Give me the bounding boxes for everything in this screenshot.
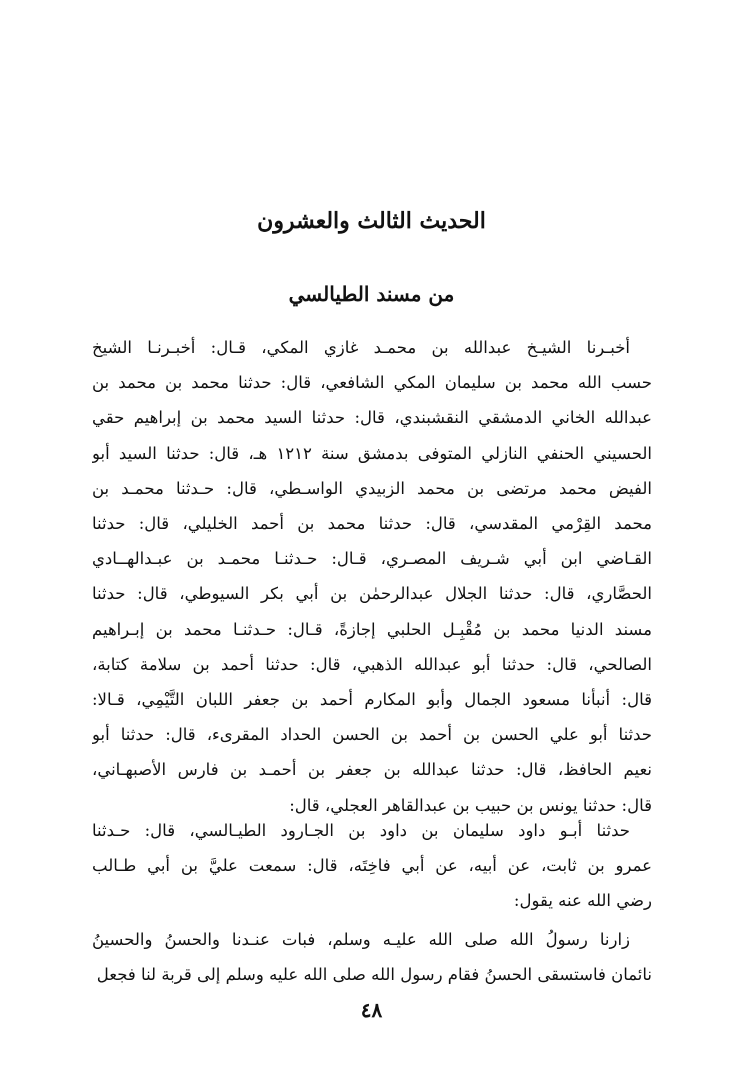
text-line: الحصَّاري، قال: حدثنا الجلال عبدالرحمٰن بن أبي بكر السيوطي، قال: حدثنا [92,584,652,604]
text-line: رضي الله عنه يقول: [513,891,652,911]
text-line: نائمان فاستسقى الحسنُ فقام رسول الله صلى الله عليه وسلم إلى قربة لنا فجعل [96,965,652,985]
text-line: حدثنا أبـو داود سليمان بن داود بن الجـارود الطيـالسي، قال: حـدثنا [92,821,630,840]
text-line: محمد القِرْمي المقدسي، قال: حدثنا محمد بن أحمد الخليلي، قال: حدثنا [92,514,652,534]
narration-paragraph [92,813,652,919]
text-line: زارنا رسولُ الله صلى الله عليـه وسلم، فبات عنـدنا والحسنُ والحسينُ [92,930,630,949]
page-number: ٤٨ [360,998,383,1022]
hadith-text-paragraph [92,922,652,992]
text-line: عمرو بن ثابت، عن أبيه، عن أبي فاخِتَه، قال: سمعت عليَّ بن أبي طـالب [92,856,652,876]
text-line: نعيم الحافظ، قال: حدثنا عبدالله بن جعفر بن أحمـد بن فارس الأصبهـاني، [92,760,652,780]
text-line: الحسيني الحنفي النازلي المتوفى بدمشق سنة ١٢١٢ هـ، قال: حدثنا السيد أبو [92,443,652,463]
hadith-subtitle: من مسند الطيالسي [288,282,455,306]
text-line: حسب الله محمد بن سليمان المكي الشافعي، قال: حدثنا محمد بن محمد بن [92,373,652,393]
text-line: حدثنا أبو علي الحسن بن أحمد بن الحسن الحداد المقرىء، قال: حدثنا أبو [92,725,652,745]
text-line: أخبـرنا الشيـخ عبدالله بن محمـد غازي المكي، قـال: أخبـرنـا الشيخ [92,338,630,357]
text-line: عبدالله الخاني الدمشقي النقشبندي، قال: حدثنا السيد محمد بن إبراهيم حقي [92,408,652,428]
text-line: قال: أنبأنا مسعود الجمال وأبو المكارم أحمد بن جعفر اللبان التَّيْمِي، قـالا: [92,690,652,710]
text-line: القـاضي ابن أبي شـريف المصـري، قـال: حـدثنـا محمـد بن عبـدالهــادي [92,549,652,569]
text-line: قال: حدثنا يونس بن حبيب بن عبدالقاهر العجلي، قال: [289,795,652,815]
text-line: الفيض محمد مرتضى بن محمد الزبيدي الواسـطي، قال: حـدثنا محمـد بن [92,478,652,498]
isnad-paragraph [92,330,652,823]
text-line: الصالحي، قال: حدثنا أبو عبدالله الذهبي، قال: حدثنا أحمد بن سلامة كتابة، [92,654,652,674]
text-line: مسند الدنيا محمد بن مُقْبِـل الحلبي إجازةً، قـال: حـدثنـا محمد بن إبـراهيم [92,619,652,639]
hadith-title: الحديث الثالث والعشرون [257,208,486,234]
